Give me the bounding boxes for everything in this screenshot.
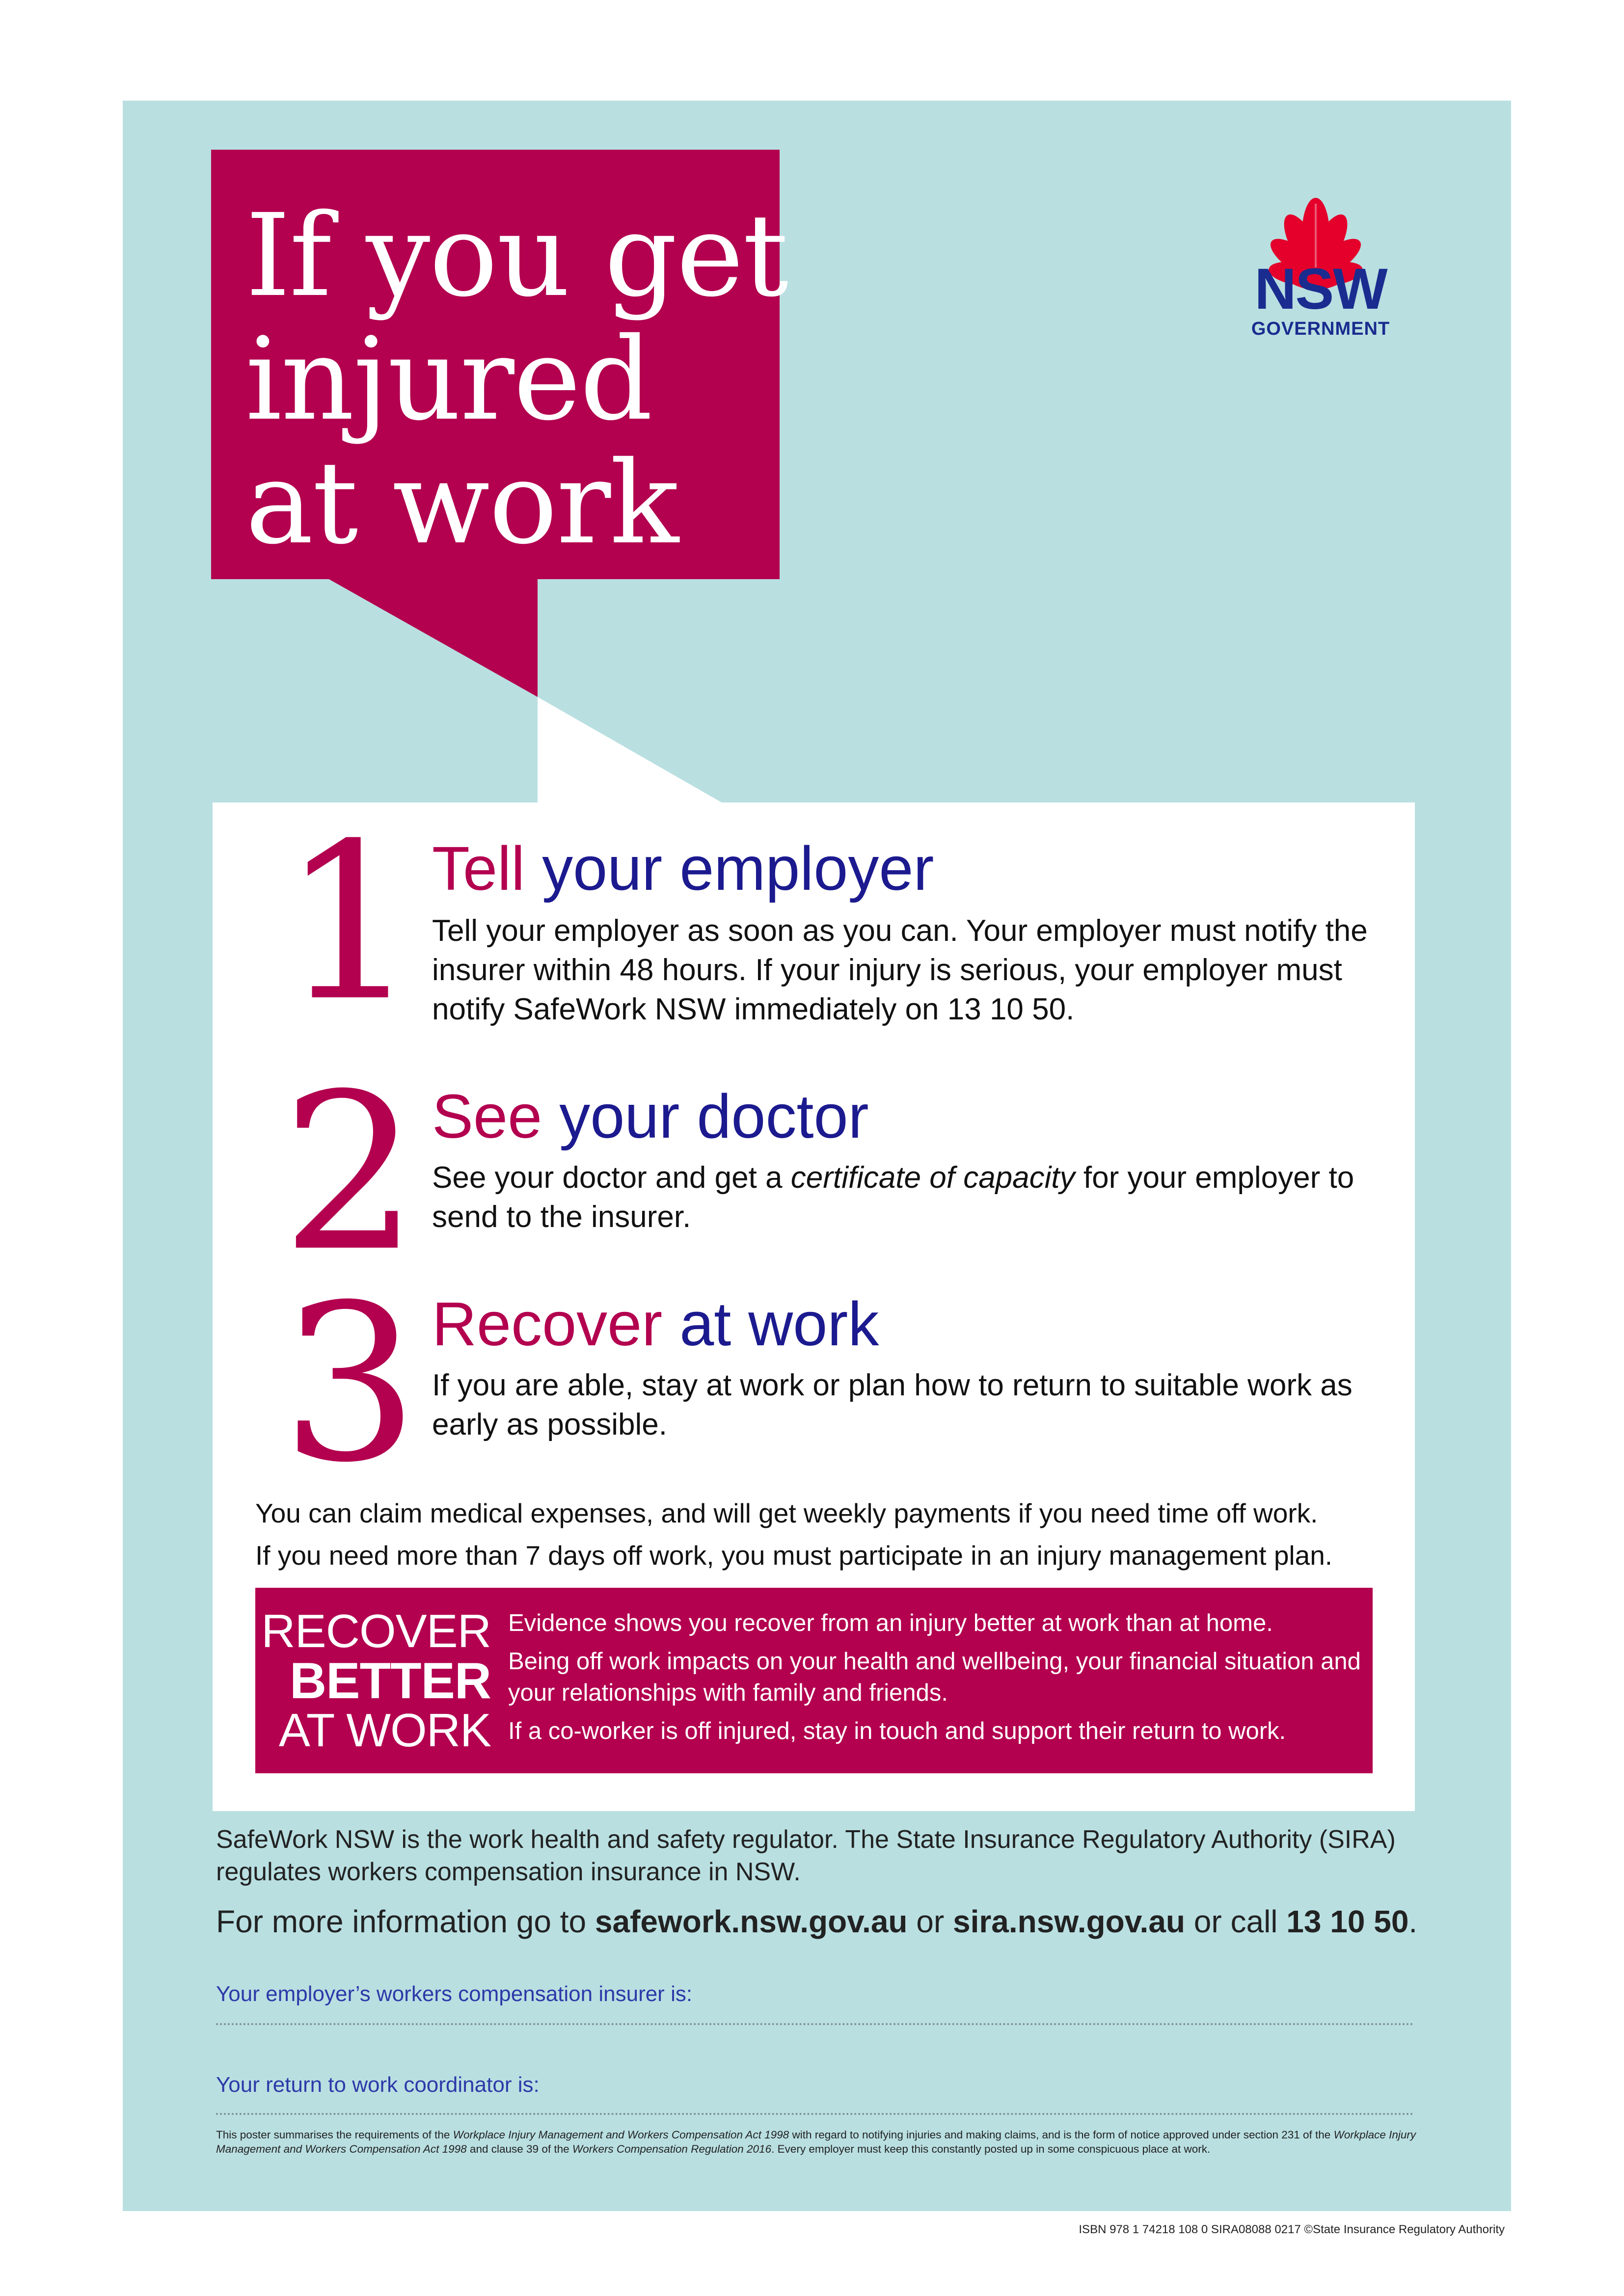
fine-b: Workplace Injury Management and Workers Compensation Act 1998	[453, 2129, 789, 2141]
step-2-body-pre: See your doctor and get a	[432, 1161, 791, 1195]
isbn-line: ISBN 978 1 74218 108 0 SIRA08088 0217 ©State Insurance Regulatory Authority	[1079, 2223, 1505, 2236]
recover-point-3: If a co-worker is off injured, stay in touch and support their return to work.	[508, 1718, 1286, 1744]
safework-link[interactable]: safework.nsw.gov.au	[595, 1904, 908, 1939]
headline-line-3: at work	[245, 437, 678, 569]
fine-c: with regard to notifying injuries and making claims, and is the form of notice approved under section 231 of the	[789, 2129, 1334, 2141]
fine-a: This poster summarises the requirements of the	[216, 2129, 453, 2141]
step-3-number: 3	[281, 1258, 419, 1510]
fine-g: . Every employer must keep this constantly posted up in some conspicuous place at work.	[771, 2143, 1211, 2155]
step-2-body-post: for your employer to send to the insurer.	[432, 1161, 1354, 1234]
sira-link[interactable]: sira.nsw.gov.au	[952, 1904, 1185, 1939]
recover-better-heading	[255, 1607, 491, 1755]
step-1-title	[432, 834, 934, 903]
step-1-number: 1	[281, 797, 419, 1048]
recover-point-1: Evidence shows you recover from an injury better at work than at home.	[508, 1610, 1273, 1636]
info-end: .	[1408, 1904, 1418, 1939]
step-1-body: Tell your employer as soon as you can. Your employer must notify the insurer within 48 hours. If your injury is serious, your employer must notify SafeWork NSW immediately on 13 10 50.	[432, 914, 1368, 1026]
recover-better-text	[508, 1607, 1362, 1756]
step-2-title	[432, 1082, 869, 1151]
logo-government-text: GOVERNMENT	[1251, 319, 1390, 339]
headline-line-2: injured	[245, 313, 652, 446]
step-1-title-verb: Tell	[432, 834, 525, 903]
claims-line-2: If you need more than 7 days off work, you must participate in an injury management plan.	[255, 1540, 1333, 1571]
step-3-title-rest: at work	[679, 1289, 879, 1359]
recover-heading-line-2: BETTER	[290, 1653, 491, 1709]
step-2-title-verb: See	[432, 1082, 542, 1151]
phone-number: 13 10 50	[1286, 1904, 1409, 1939]
headline-line-1: If you get	[245, 189, 788, 322]
recover-better-box	[255, 1588, 1373, 1773]
info-prefix: For more information go to	[216, 1904, 595, 1939]
coordinator-field-line[interactable]	[216, 2113, 1414, 2115]
coordinator-field-label: Your return to work coordinator is:	[216, 2073, 540, 2097]
info-call: or call	[1185, 1904, 1287, 1939]
fine-print	[216, 2128, 1424, 2156]
headline	[245, 189, 815, 569]
step-1-title-rest: your employer	[542, 834, 934, 903]
fine-e: and clause 39 of the	[466, 2143, 572, 2155]
step-2-number: 2	[281, 1047, 419, 1299]
step-3-title	[432, 1290, 879, 1359]
step-3-title-verb: Recover	[432, 1289, 663, 1359]
step-2-body-emphasis: certificate of capacity	[790, 1161, 1075, 1195]
regulator-text: SafeWork NSW is the work health and safety regulator. The State Insurance Regulatory Authority (SIRA) regulates workers compensation insurance in NSW.	[216, 1825, 1396, 1886]
claims-line-1: You can claim medical expenses, and will get weekly payments if you need time off work.	[255, 1498, 1318, 1528]
recover-point-2: Being off work impacts on your health and wellbeing, your financial situation and your relationships with family and friends.	[508, 1648, 1361, 1706]
fine-f: Workers Compensation Regulation 2016	[572, 2143, 772, 2155]
info-or: or	[907, 1904, 953, 1939]
nsw-government-logo	[1237, 257, 1404, 340]
step-2-title-rest: your doctor	[559, 1082, 869, 1151]
step-2-body	[432, 1158, 1394, 1237]
more-info-line	[216, 1902, 1443, 1941]
recover-heading-line-3: AT WORK	[278, 1704, 491, 1757]
insurer-field-label: Your employer’s workers compensation insurer is:	[216, 1982, 693, 2006]
step-3-body: If you are able, stay at work or plan how to return to suitable work as early as possible.	[432, 1368, 1353, 1442]
logo-nsw-text: NSW	[1254, 257, 1387, 321]
fine-d: Workplace Injury Management and Workers Compensation Act 1998	[216, 2129, 1416, 2155]
insurer-field-line[interactable]	[216, 2023, 1414, 2025]
recover-heading-line-1: RECOVER	[261, 1605, 491, 1657]
